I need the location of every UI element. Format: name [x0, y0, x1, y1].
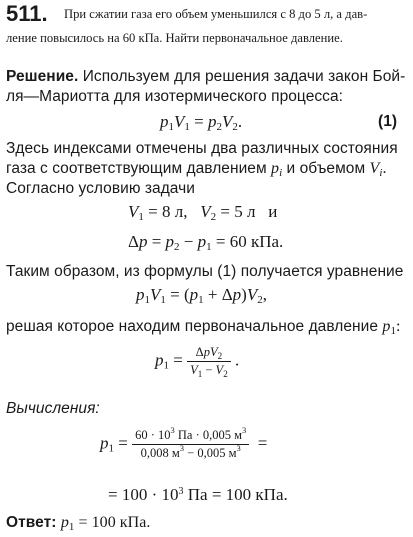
- solution-intro-line-1: Решение. Используем для решения задачи закон Бой-: [6, 68, 406, 85]
- given-volumes: $V_1 = 8$ л, $V_2 = 5$ л и: [128, 202, 278, 223]
- calculations-label: Вычисления:: [6, 400, 100, 417]
- numeric-result: = $100 \cdot 10^3$ Па = 100 кПа.: [108, 485, 288, 504]
- pressure-increase: $\Delta p = p_2 - p_1 = 60$ кПа.: [128, 232, 284, 253]
- solution-label: Решение.: [6, 68, 79, 85]
- paragraph-2-line-2: газа с соответствующим давлением $p_i$ и объемом $V_i$.: [6, 160, 387, 179]
- solved-formula: $p_1$ = $\frac{\Delta pV_2}{V_1 - V_2}$ .: [155, 345, 240, 379]
- paragraph-4: решая которое находим первоначальное давление $p_1$:: [6, 318, 401, 337]
- paragraph-2-line-3: Согласно условию задачи: [6, 180, 195, 197]
- problem-text-line-2: ление повысилось на 60 кПа. Найти первоначальное давление.: [6, 31, 343, 45]
- solution-intro-line-2: ля—Мариотта для изотермического процесса:: [6, 88, 343, 105]
- problem-number: 511.: [6, 1, 48, 26]
- answer-label: Ответ:: [6, 514, 57, 531]
- substituted-equation: $p_1V_1 = (p_1 + \Delta p)V_2$,: [136, 285, 267, 306]
- paragraph-3: Таким образом, из формулы (1) получается уравнение: [6, 263, 404, 280]
- numeric-calculation: $p_1$ = $\frac{60 \cdot 10^3 Па \cdot 0,005 м^3}{0,008 м^3 - 0,005 м^3}$ =: [100, 425, 268, 460]
- boyle-mariotte-equation: $p_1V_1 = p_2V_2$.: [160, 112, 243, 133]
- paragraph-2-line-1: Здесь индексами отмечены два различных состояния: [6, 140, 398, 157]
- answer: Ответ: $p_1 = 100$ кПа.: [6, 514, 151, 533]
- problem-text-line-1: При сжатии газа его объем уменьшился с 8 до 5 л, а дав-: [64, 7, 368, 21]
- equation-number: (1): [378, 113, 398, 130]
